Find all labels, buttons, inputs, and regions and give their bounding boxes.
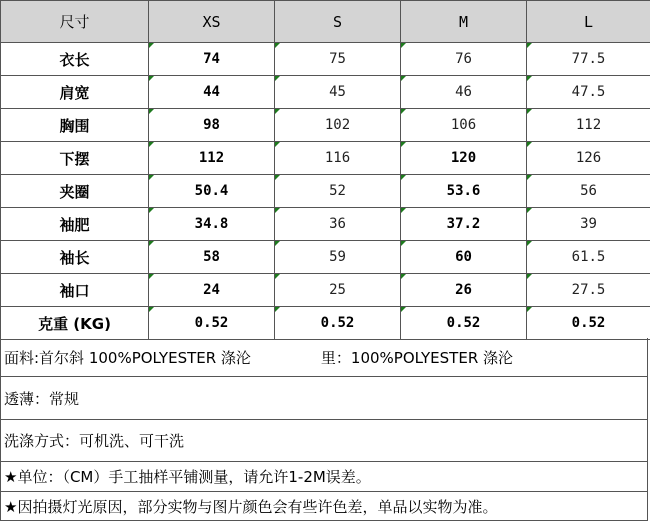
header-l: L <box>527 1 650 43</box>
table-cell <box>401 274 527 307</box>
cell-value: 116 <box>324 150 351 166</box>
cell-value: 0.52 <box>571 315 606 331</box>
cell-corner-marker <box>401 307 406 312</box>
table-cell <box>149 274 275 307</box>
cell-value: 98 <box>203 117 220 133</box>
table-cell <box>527 109 650 142</box>
cell-value: 52 <box>329 183 346 199</box>
cell-corner-marker <box>149 241 154 246</box>
cell-value: 76 <box>455 51 472 67</box>
cell-corner-marker <box>149 274 154 279</box>
cell-corner-marker <box>527 142 532 147</box>
table-cell <box>275 76 401 109</box>
cell-corner-marker <box>401 208 406 213</box>
photo-note-text: ★因拍摄灯光原因，部分实物与图片颜色会有些许色差，单品以实物为准。 <box>4 497 498 516</box>
cell-value: 58 <box>203 249 220 265</box>
header-m: M <box>401 1 527 43</box>
lining-text: 里：100%POLYESTER 涤沦 <box>320 348 514 367</box>
cell-corner-marker <box>527 241 532 246</box>
transparency-text: 透薄：常规 <box>4 389 80 408</box>
cell-corner-marker <box>401 175 406 180</box>
table-row <box>1 208 650 241</box>
cell-value: 74 <box>203 51 220 67</box>
cell-corner-marker <box>149 142 154 147</box>
fabric-row <box>0 338 648 377</box>
table-cell <box>401 43 527 76</box>
table-cell <box>149 43 275 76</box>
cell-corner-marker <box>275 109 280 114</box>
cell-corner-marker <box>275 175 280 180</box>
table-cell <box>275 142 401 175</box>
cell-value: 120 <box>450 150 477 166</box>
cell-corner-marker <box>527 175 532 180</box>
table-cell <box>401 175 527 208</box>
header-xs: XS <box>149 1 275 43</box>
washing-text: 洗涤方式：可机洗、可干洗 <box>4 432 185 450</box>
table-cell <box>401 142 527 175</box>
cell-value: 102 <box>324 117 351 133</box>
cell-corner-marker <box>275 142 280 147</box>
table-cell <box>527 175 650 208</box>
table-row <box>1 274 650 307</box>
header-s: S <box>275 1 401 43</box>
cell-value: 34.8 <box>194 216 229 232</box>
row-label: 克重 (KG) <box>1 307 149 340</box>
header-size: 尺寸 <box>1 1 149 43</box>
table-cell <box>149 241 275 274</box>
cell-corner-marker <box>527 76 532 81</box>
table-row <box>1 142 650 175</box>
table-cell <box>149 142 275 175</box>
cell-value: 0.52 <box>446 315 481 331</box>
cell-corner-marker <box>149 109 154 114</box>
cell-value: 50.4 <box>194 183 229 199</box>
table-cell <box>275 274 401 307</box>
cell-corner-marker <box>401 142 406 147</box>
table-row <box>1 43 650 76</box>
cell-value: 112 <box>575 117 602 133</box>
cell-value: 0.52 <box>194 315 229 331</box>
row-label: 胸围 <box>1 109 149 142</box>
cell-corner-marker <box>401 76 406 81</box>
cell-corner-marker <box>275 43 280 48</box>
cell-value: 25 <box>329 282 346 298</box>
table-cell <box>527 208 650 241</box>
table-cell <box>275 241 401 274</box>
cell-value: 112 <box>198 150 225 166</box>
fabric-text: 面料:首尔斜 100%POLYESTER 涤沦 <box>4 348 251 367</box>
cell-corner-marker <box>401 274 406 279</box>
cell-value: 56 <box>580 183 597 199</box>
table-cell <box>527 274 650 307</box>
cell-value: 61.5 <box>571 249 606 265</box>
table-cell <box>527 307 650 340</box>
cell-corner-marker <box>149 208 154 213</box>
cell-corner-marker <box>275 274 280 279</box>
cell-value: 0.52 <box>320 315 355 331</box>
cell-value: 45 <box>329 84 346 100</box>
row-label: 袖长 <box>1 241 149 274</box>
table-cell <box>149 208 275 241</box>
table-row <box>1 175 650 208</box>
table-cell <box>275 175 401 208</box>
row-label: 袖口 <box>1 274 149 307</box>
header-row <box>1 1 650 43</box>
row-label: 衣长 <box>1 43 149 76</box>
cell-value: 37.2 <box>446 216 481 232</box>
table-cell <box>149 175 275 208</box>
table-cell <box>149 307 275 340</box>
cell-value: 60 <box>455 249 472 265</box>
table-cell <box>527 241 650 274</box>
row-label: 下摆 <box>1 142 149 175</box>
table-cell <box>275 43 401 76</box>
cell-corner-marker <box>149 76 154 81</box>
row-label: 袖肥 <box>1 208 149 241</box>
cell-corner-marker <box>401 241 406 246</box>
table-cell <box>275 208 401 241</box>
cell-corner-marker <box>527 109 532 114</box>
cell-value: 126 <box>575 150 602 166</box>
cell-corner-marker <box>401 43 406 48</box>
cell-value: 77.5 <box>571 51 606 67</box>
table-cell <box>401 241 527 274</box>
table-cell <box>401 307 527 340</box>
cell-corner-marker <box>275 241 280 246</box>
cell-value: 27.5 <box>571 282 606 298</box>
cell-value: 106 <box>450 117 477 133</box>
table-cell <box>527 76 650 109</box>
cell-corner-marker <box>527 43 532 48</box>
table-row <box>1 76 650 109</box>
table-cell <box>527 43 650 76</box>
table-cell <box>401 109 527 142</box>
cell-value: 26 <box>455 282 472 298</box>
table-cell <box>149 76 275 109</box>
cell-value: 53.6 <box>446 183 481 199</box>
table-cell <box>275 109 401 142</box>
cell-value: 36 <box>329 216 346 232</box>
table-cell <box>275 307 401 340</box>
cell-corner-marker <box>527 274 532 279</box>
cell-corner-marker <box>527 208 532 213</box>
cell-value: 39 <box>580 216 597 232</box>
cell-value: 75 <box>329 51 346 67</box>
table-cell <box>401 208 527 241</box>
cell-corner-marker <box>149 307 154 312</box>
transparency-row <box>0 377 648 420</box>
cell-value: 24 <box>203 282 220 298</box>
row-label: 夹圈 <box>1 175 149 208</box>
cell-corner-marker <box>149 175 154 180</box>
cell-value: 44 <box>203 84 220 100</box>
cell-corner-marker <box>275 76 280 81</box>
table-cell <box>527 142 650 175</box>
unit-note-row <box>0 462 648 492</box>
row-label: 肩宽 <box>1 76 149 109</box>
cell-corner-marker <box>527 307 532 312</box>
cell-value: 59 <box>329 249 346 265</box>
washing-row <box>0 420 648 462</box>
table-row <box>1 109 650 142</box>
cell-corner-marker <box>275 307 280 312</box>
table-row <box>1 307 650 340</box>
cell-corner-marker <box>275 208 280 213</box>
cell-corner-marker <box>401 109 406 114</box>
cell-value: 47.5 <box>571 84 606 100</box>
table-row <box>1 241 650 274</box>
table-cell <box>149 109 275 142</box>
table-cell <box>401 76 527 109</box>
cell-value: 46 <box>455 84 472 100</box>
unit-note-text: ★单位：（CM）手工抽样平铺测量，请允许1-2M误差。 <box>4 468 371 486</box>
cell-corner-marker <box>149 43 154 48</box>
photo-note-row <box>0 492 648 521</box>
